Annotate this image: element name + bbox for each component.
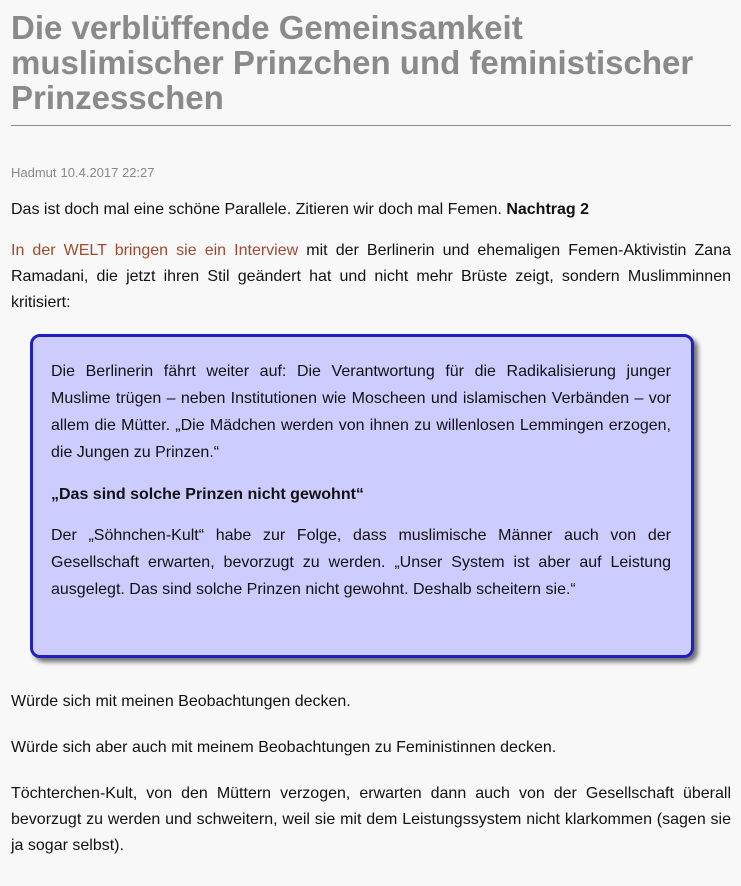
post-date: 10.4.2017 22:27 [60, 165, 155, 180]
interview-paragraph [11, 238, 731, 316]
quote-heading: „Das sind solche Prinzen nicht gewohnt“ [51, 486, 364, 503]
post-meta [11, 165, 731, 181]
quote-paragraph-1: Die Berlinerin fährt weiter auf: Die Verantwortung für die Radikalisierung junger Muslime trügen – neben Institutionen wie Moscheen und islamischen Verbänden – vor allem die Mütter. „Die Mädchen werden von ihnen zu willenlosen Lemmingen erzogen, die Jungen zu Prinzen.“ [51, 363, 671, 461]
blockquote [30, 334, 694, 658]
welt-interview-link[interactable]: In der WELT bringen sie ein Interview [11, 242, 299, 259]
nachtrag-label: Nachtrag 2 [506, 201, 590, 218]
quote-paragraph-2: Der „Söhnchen-Kult“ habe zur Folge, dass muslimische Männer auch von der Gesellschaft erwarten, bevorzugt zu werden. „Unser System ist aber auf Leistung ausgelegt. Das sind solche Prinzen nicht gewohnt. Deshalb scheitern sie.“ [51, 527, 671, 598]
comment-paragraph-1: Würde sich mit meinen Beobachtungen decken. [11, 693, 351, 710]
comment-paragraph-3: Töchterchen-Kult, von den Müttern verzogen, erwarten dann auch von der Gesellschaft überall bevorzugt zu werden und schweitern, weil sie mit dem Leistungssystem nicht klarkommen (sagen sie ja sogar selbst). [11, 785, 731, 854]
article [11, 0, 731, 859]
post-title: Die verblüffende Gemeinsamkeit muslimischer Prinzchen und feministischer Prinzesschen [11, 10, 731, 126]
interview-text: mit der Berlinerin und ehemaligen Femen-Aktivistin Zana Ramadani, die jetzt ihren Stil geändert hat und nicht mehr Brüste zeigt, sondern Muslimminnen kritisiert: [11, 242, 732, 311]
post-author[interactable]: Hadmut [11, 165, 57, 180]
intro-text: Das ist doch mal eine schöne Parallele. Zitieren wir doch mal Femen. [11, 201, 507, 218]
comment-paragraph-2: Würde sich aber auch mit meinem Beobachtungen zu Feministinnen decken. [11, 739, 557, 756]
intro-paragraph [11, 197, 731, 223]
